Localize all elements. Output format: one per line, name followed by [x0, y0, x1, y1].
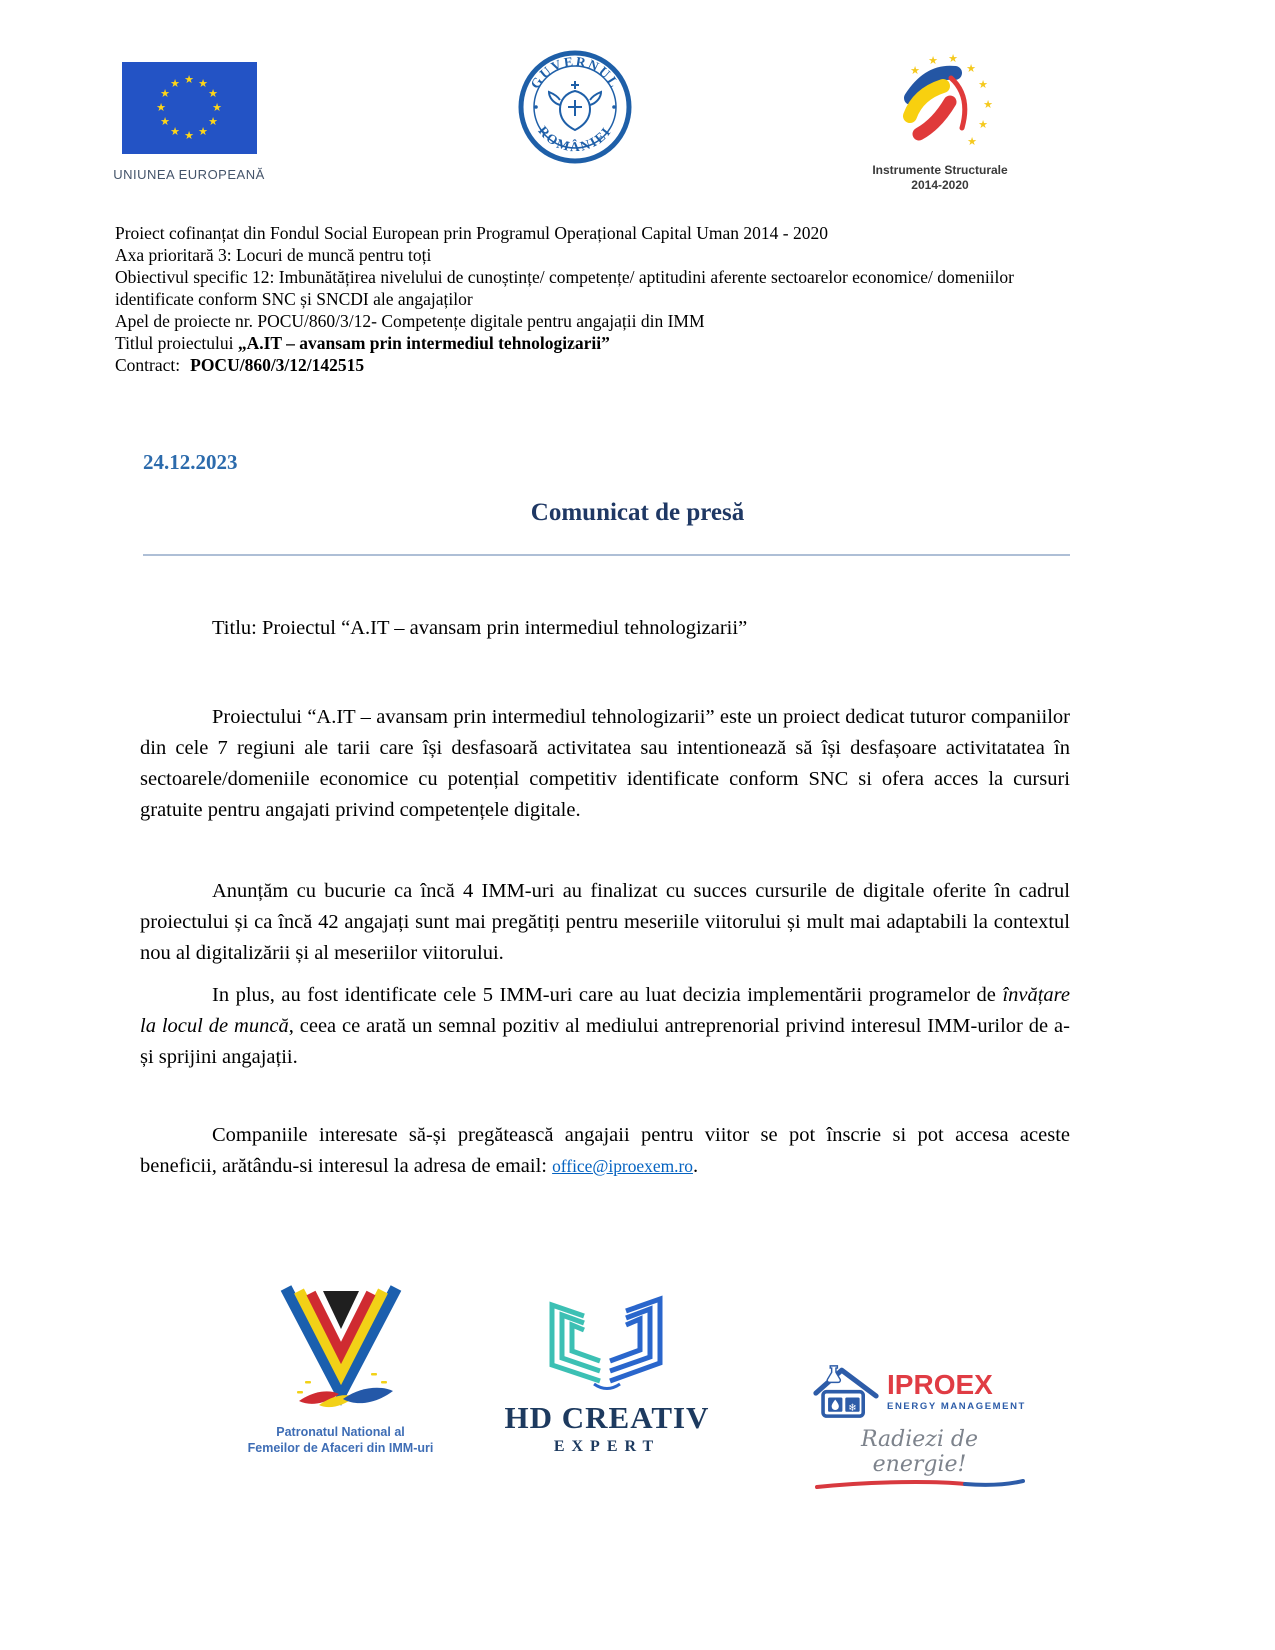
svg-text:❄: ❄	[848, 1403, 857, 1415]
patronatul-caption	[238, 1424, 443, 1457]
svg-text:★: ★	[207, 87, 218, 100]
svg-text:★: ★	[169, 125, 180, 138]
svg-text:★: ★	[211, 101, 222, 114]
romanian-government-seal-icon	[518, 50, 632, 164]
hd-creativ-logo-block	[462, 1283, 752, 1456]
gov-seal-top-text: GUVERNUL	[527, 53, 623, 92]
svg-text:★: ★	[928, 54, 938, 67]
paragraph4-text-after: .	[692, 1155, 699, 1177]
iproex-swoosh-icon	[815, 1478, 1025, 1490]
project-info-header	[115, 222, 1055, 376]
svg-text:★: ★	[169, 77, 180, 90]
eu-logo-block	[113, 62, 265, 182]
patronatul-caption-line1: Patronatul National al	[276, 1425, 405, 1439]
iproex-logo-block	[812, 1363, 1027, 1495]
press-release-title: Comunicat de presă	[530, 499, 745, 526]
svg-text:★: ★	[983, 98, 993, 111]
contract-line	[115, 354, 1055, 376]
paragraph-announcement: Anunțăm cu bucurie ca încă 4 IMM-uri au finalizat cu succes cursurile de digitale oferite în cadrul proiectului și ca încă 42 angajați sunt mai pregătiți pentru meseriile viitorului și mult mai adaptabili la contextul nou al digitalizării și al meseriilor viitorului.	[140, 880, 1070, 964]
hd-creativ-subtitle: EXPERT	[553, 1438, 661, 1455]
svg-text:★: ★	[159, 115, 170, 128]
svg-text:★: ★	[967, 135, 977, 148]
email-link[interactable]: office@iproexem.ro	[552, 1156, 693, 1176]
structural-instruments-logo-block	[815, 48, 1065, 193]
press-release-date: 24.12.2023	[143, 450, 238, 474]
svg-text:★: ★	[207, 115, 218, 128]
svg-text:★: ★	[966, 62, 976, 75]
divider-line	[143, 554, 1070, 556]
patronatul-logo-icon	[271, 1253, 411, 1415]
press-release-body	[140, 600, 1070, 1182]
svg-text:★: ★	[155, 101, 166, 114]
svg-text:★: ★	[910, 64, 920, 77]
paragraph3-text-before: In plus, au fost identificate cele 5 IMM-uri care au luat decizia implementării programelor de	[212, 984, 1003, 1006]
iproex-logo-row	[812, 1363, 1027, 1419]
hd-creativ-name: HD CREATIV	[504, 1400, 710, 1435]
project-title-line	[115, 332, 1055, 354]
svg-text:★: ★	[159, 87, 170, 100]
svg-text:ROMÂNIEI	[535, 123, 614, 154]
svg-text:★: ★	[978, 118, 988, 131]
paragraph-contact	[140, 1120, 1070, 1182]
contract-number: POCU/860/3/12/142515	[190, 355, 365, 375]
iproex-tagline: Radiezi de energie!	[860, 1427, 979, 1477]
gov-seal-bottom-text: ROMÂNIEI	[535, 123, 615, 155]
paragraph3-text-after: , ceea ce arată un semnal pozitiv al mediului antreprenorial privind interesul IMM-urilor de a-și sprijini angajații.	[140, 1015, 1070, 1068]
iproex-text-block	[887, 1368, 1026, 1412]
paragraph-workplace-learning	[140, 980, 1070, 1073]
paragraph3-italic-phrase: învățare la locul de muncă	[140, 984, 1070, 1037]
project-funding-line: Proiect cofinanțat din Fondul Social European prin Programul Operațional Capital Uman 2014 - 2020	[115, 223, 828, 243]
patronatul-caption-line2: Femeilor de Afaceri din IMM-uri	[247, 1441, 434, 1456]
svg-text:★: ★	[183, 73, 194, 86]
iproex-house-icon	[813, 1363, 879, 1419]
iproex-name: IPROEX	[887, 1368, 993, 1400]
specific-objective-line: Obiectivul specific 12: Imbunătățirea nivelului de cunoștințe/ competențe/ aptitudini aferente sectoarelor economice/ domeniilor identificate conform SNC și SNCDI ale angajaților	[115, 267, 1014, 309]
structural-instruments-caption	[815, 163, 1065, 193]
svg-text:★: ★	[197, 125, 208, 138]
structural-caption-line2: 2014-2020	[911, 178, 969, 192]
iproex-subtitle: ENERGY MANAGEMENT	[887, 1400, 1026, 1412]
structural-caption-line1: Instrumente Structurale	[872, 163, 1008, 177]
paragraph-project-description: Proiectului “A.IT – avansam prin intermediul tehnologizarii” este un proiect dedicat tuturor companiilor din cele 7 regiuni ale tarii care își desfasoară activitatea sau intentionează să își desfașoare activitatatea în sectoarele/domeniile economice cu potențial competitiv identificate conform SNC si ofera acces la cursuri gratuite pentru angajati privind competențele digitale.	[140, 706, 1070, 821]
priority-axis-line: Axa prioritară 3: Locuri de muncă pentru toți	[115, 245, 432, 265]
paragraph4-text-before: Companiile interesate să-și pregătească angajaii pentru viitor se pot înscrie si pot accesa aceste beneficii, arătându-si interesul la adresa de email:	[140, 1124, 1070, 1177]
svg-text:★: ★	[978, 78, 988, 91]
romanian-government-logo-block	[518, 50, 632, 169]
svg-text:★: ★	[183, 129, 194, 142]
eu-logo-caption: UNIUNEA EUROPEANĂ	[113, 167, 265, 182]
patronatul-logo-block	[238, 1253, 443, 1457]
call-for-projects-line: Apel de proiecte nr. POCU/860/3/12- Competențe digitale pentru angajații din IMM	[115, 311, 705, 331]
subject-line: Titlu: Proiectul “A.IT – avansam prin intermediul tehnologizarii”	[212, 617, 748, 639]
eu-flag-icon	[122, 62, 257, 154]
svg-text:★: ★	[197, 77, 208, 90]
structural-instruments-icon	[877, 48, 1003, 156]
project-title-label: Titlul proiectului	[115, 333, 238, 353]
svg-text:★: ★	[948, 52, 958, 65]
project-title-value: „A.IT – avansam prin intermediul tehnologizarii”	[237, 333, 610, 353]
hd-creativ-book-icon	[522, 1283, 692, 1395]
contract-label: Contract:	[115, 355, 181, 375]
